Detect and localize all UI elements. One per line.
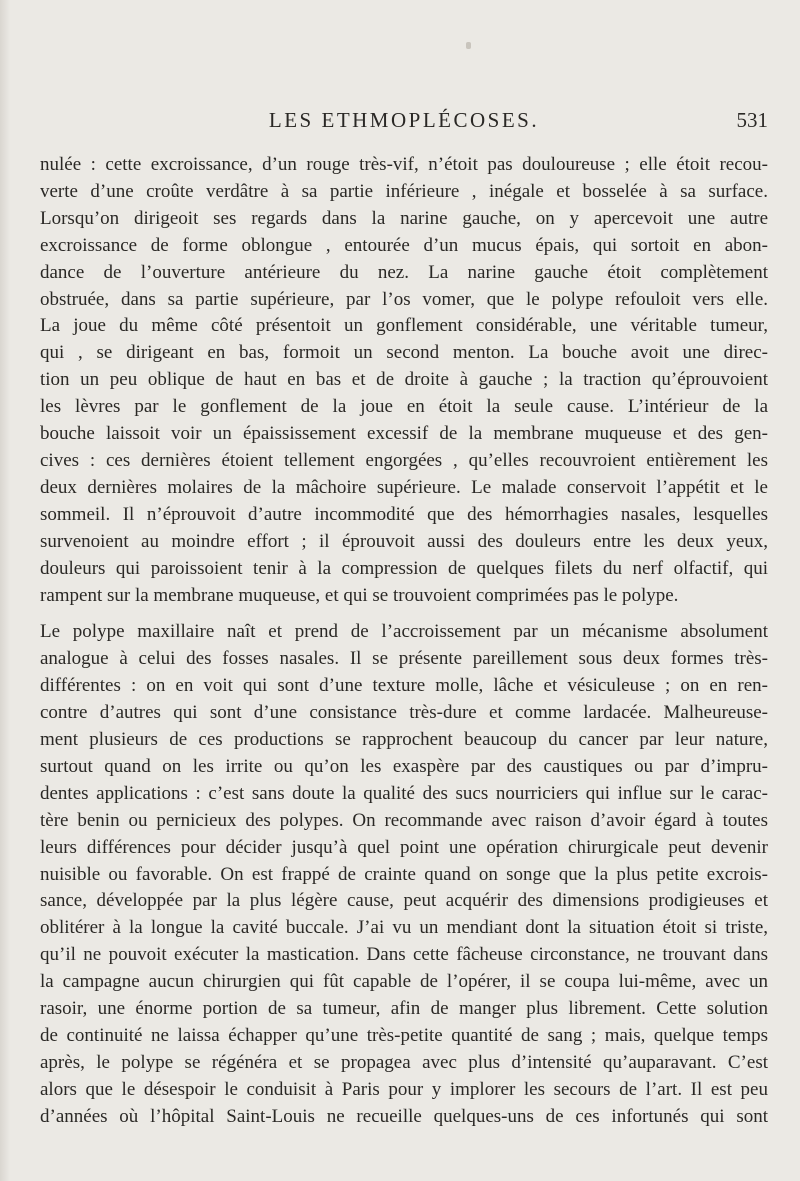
text-line: tère benin ou pernicieux des polypes. On recommande avec raison d’avoir égard à toutes	[40, 809, 768, 831]
paragraph-1	[40, 152, 768, 609]
text-line: sance, développée par la plus légère cause, peut acquérir des dimensions prodigieuses et	[40, 890, 768, 912]
text-line: La joue du même côté présentoit un gonflement considérable, une véritable tumeur,	[40, 315, 768, 337]
page-header	[38, 108, 770, 142]
text-line: leurs différences pour décider jusqu’à quel point une opération chirurgicale peut devenir	[40, 836, 768, 858]
page-number: 531	[736, 108, 768, 132]
paper-speck	[466, 42, 471, 49]
text-line: qui , se dirigeant en bas, formoit un second menton. La bouche avoit une direc-	[40, 342, 768, 364]
page-gutter-shadow	[0, 0, 10, 1181]
text-line: rasoir, une énorme portion de sa tumeur, afin de manger plus librement. Cette solution	[40, 998, 768, 1020]
text-line: rampent sur la membrane muqueuse, et qui se trouvoient comprimées pas le polype.	[40, 584, 679, 606]
text-line: dentes applications : c’est sans doute la qualité des sucs nourriciers qui influe sur le carac-	[40, 782, 768, 804]
text-line: Lorsqu’on dirigeoit ses regards dans la narine gauche, on y apercevoit une autre	[40, 207, 768, 229]
text-line: d’années où l’hôpital Saint-Louis ne recueille quelques-uns de ces infortunés qui sont	[40, 1105, 768, 1127]
text-line: excroissance de forme oblongue , entourée d’un mucus épais, qui sortoit en abon-	[40, 234, 768, 256]
text-line: nulée : cette excroissance, d’un rouge très-vif, n’étoit pas douloureuse ; elle étoit recou-	[40, 154, 768, 175]
text-line: dance de l’ouverture antérieure du nez. La narine gauche étoit complètement	[40, 261, 768, 283]
text-line: analogue à celui des fosses nasales. Il se présente pareillement sous deux formes très-	[40, 648, 768, 670]
text-line: la campagne aucun chirurgien qui fût capable de l’opérer, il se coupa lui-même, avec un	[40, 971, 768, 993]
text-line: de continuité ne laissa échapper qu’une très-petite quantité de sang ; mais, quelque temps	[40, 1025, 768, 1046]
text-line: alors que le désespoir le conduisit à Paris pour y implorer les secours de l’art. Il est peu	[40, 1078, 768, 1100]
text-line: douleurs qui paroissoient tenir à la compression de quelques filets du nerf olfactif, qui	[40, 557, 768, 579]
running-head: LES ETHMOPLÉCOSES.	[268, 108, 540, 132]
text-line: contre d’autres qui sont d’une consistance très-dure et comme lardacée. Malheureuse-	[40, 702, 768, 724]
text-line: différentes : on en voit qui sont d’une texture molle, lâche et vésiculeuse ; on en ren-	[40, 675, 768, 697]
text-line: après, le polype se régénéra et se propagea avec plus d’intensité qu’auparavant. C’est	[40, 1051, 768, 1073]
text-line: obstruée, dans sa partie supérieure, par l’os vomer, que le polype refouloit vers elle.	[40, 288, 768, 310]
paragraph-2	[40, 619, 768, 1130]
text-line: oblitérer à la longue la cavité buccale. J’ai vu un mendiant dont la situation étoit si triste,	[40, 917, 768, 939]
text-line: verte d’une croûte verdâtre à sa partie inférieure , inégale et bosselée à sa surface.	[40, 180, 768, 202]
text-line: bouche laissoit voir un épaississement excessif de la membrane muqueuse et des gen-	[40, 423, 768, 445]
text-line: deux dernières molaires de la mâchoire supérieure. Le malade conservoit l’appétit et le	[40, 476, 768, 498]
body-text	[40, 152, 768, 1131]
text-line: sommeil. Il n’éprouvoit d’autre incommodité que des hémorrhagies nasales, lesquelles	[40, 503, 768, 525]
text-line: survenoient au moindre effort ; il éprouvoit aussi des douleurs entre les deux yeux,	[40, 530, 768, 552]
text-line: les lèvres par le gonflement de la joue en étoit la seule cause. L’intérieur de la	[40, 396, 768, 418]
text-line: qu’il ne pouvoit exécuter la mastication. Dans cette fâcheuse circonstance, ne trouvant dans	[40, 944, 768, 966]
text-line: surtout quand on les irrite ou qu’on les exaspère par des caustiques ou par d’impru-	[40, 755, 768, 777]
text-line: Le polype maxillaire naît et prend de l’accroissement par un mécanisme absolument	[40, 621, 768, 643]
text-line: ment plusieurs de ces productions se rapprochent beaucoup du cancer par leur nature,	[40, 729, 768, 751]
text-line: tion un peu oblique de haut en bas et de droite à gauche ; la traction qu’éprouvoient	[40, 369, 768, 391]
text-line: cives : ces dernières étoient tellement engorgées , qu’elles recouvroient entièrement les	[40, 449, 768, 471]
text-line: nuisible ou favorable. On est frappé de crainte quand on songe que la plus petite excrois-	[40, 863, 768, 885]
